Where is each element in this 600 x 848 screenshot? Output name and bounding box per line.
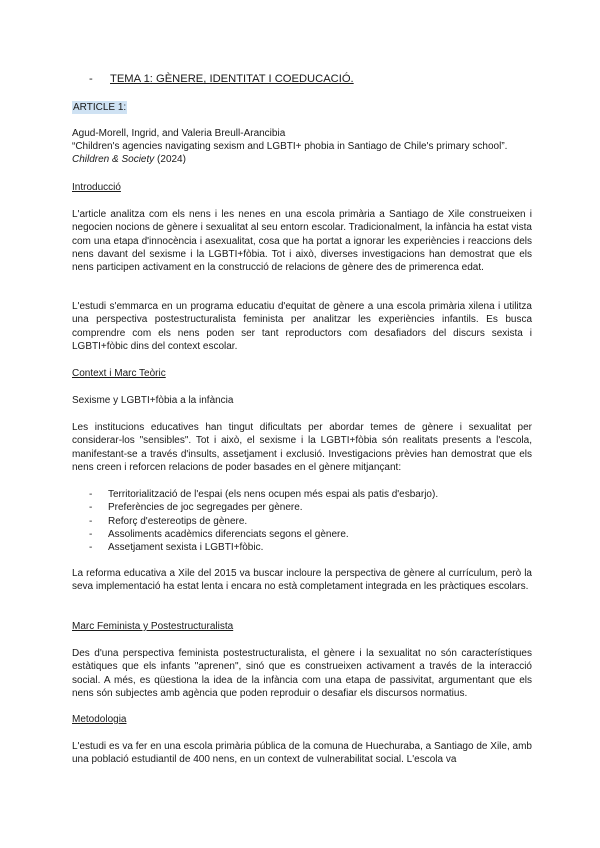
section-heading-context: Context i Marc Teòric bbox=[72, 368, 166, 379]
section-heading-metodologia: Metodologia bbox=[72, 714, 127, 725]
paragraph-intro-1: L'article analitza com els nens i les nenes en una escola primària a Santiago de Xile construeixen i negocien nocions de gènere i sexualitat al seu entorn escolar. Tradicionalment, la infància ha estat vista com una etapa d'innocència i asexualitat, cosa que ha portat a ignorar les experiències i reaccions dels nens davant del sexisme i la LGBTI+fòbia. Tot i això, diverses investigacions han demostrat que els nens participen activament en la construcció de relacions de gènere des de primerenca edat. bbox=[72, 209, 532, 274]
list-item bbox=[89, 541, 438, 554]
paragraph-reforma: La reforma educativa a Xile del 2015 va buscar incloure la perspectiva de gènere al currículum, però la seva implementació ha estat lenta i encara no està completament integrada en les pràctiques escolars. bbox=[72, 568, 532, 593]
paragraph-metodologia: L'estudi es va fer en una escola primària pública de la comuna de Huechuraba, a Santiago de Xile, amb una població estudiantil de 400 nens, en un context de vulnerabilitat social. L'escola va bbox=[72, 741, 532, 766]
section-heading-introduccio: Introducció bbox=[72, 182, 121, 193]
bullet-list bbox=[89, 488, 438, 554]
list-item-text: Territorialització de l'espai (els nens ocupen més espai als patis d'esbarjo). bbox=[108, 489, 439, 500]
list-item-text: Assoliments acadèmics diferenciats segons el gènere. bbox=[108, 528, 349, 540]
list-item-text: Preferències de joc segregades per gènere. bbox=[108, 502, 303, 514]
list-bullet: - bbox=[89, 515, 93, 527]
article-label: ARTICLE 1: bbox=[73, 102, 127, 113]
subheading-sexisme: Sexisme y LGBTI+fòbia a la infància bbox=[72, 395, 234, 406]
paragraph-intro-2: L'estudi s'emmarca en un programa educatiu d'equitat de gènere a una escola primària xilena i utilitza una perspectiva postestructuralista feminista per analitzar les experiències infantils. Es busca comprendre com els nens poden ser tant reproductors com desafiadors del discurs sexista i LGBTI+fòbic dins del context escolar. bbox=[72, 301, 532, 352]
section-heading-marc-feminista: Marc Feminista y Postestructuralista bbox=[72, 621, 234, 632]
list-bullet: - bbox=[89, 502, 93, 514]
citation-title-text: “Children's agencies navigating sexism and LGBTI+ phobia in Santiago de Chile's primary school”. bbox=[72, 141, 508, 152]
list-item bbox=[89, 515, 438, 528]
list-item bbox=[89, 528, 438, 541]
paragraph-marc-feminista: Des d'una perspectiva feminista postestructuralista, el gènere i la sexualitat no són característiques estàtiques que els infants "aprenen", sinó que es construeixen activament a través de la interacció social. A més, es qüestiona la idea de la infància com una etapa de passivitat, argumentant que els nens són subjectes amb agència que poden reproduir o desafiar els discursos normatius. bbox=[72, 648, 532, 699]
citation-journal: Children & Society bbox=[72, 154, 155, 166]
list-item-text: Assetjament sexista i LGBTI+fòbic. bbox=[108, 542, 264, 554]
citation-title bbox=[72, 140, 542, 167]
topic-title: TEMA 1: GÈNERE, IDENTITAT I COEDUCACIÓ. bbox=[110, 73, 354, 85]
list-bullet: - bbox=[89, 528, 93, 540]
list-item-text: Reforç d'estereotips de gènere. bbox=[108, 515, 248, 527]
paragraph-sexisme: Les institucions educatives han tingut dificultats per abordar temes de gènere i sexualitat per considerar-los "sensibles". Tot i això, el sexisme i la LGBTI+fòbia són realitats presents a l'escola, manifestant-se a través d'insults, assetjament i exclusió. Investigacions prèvies han demostrat que els nens creen i reforcen relacions de poder basades en el gènere mitjançant: bbox=[72, 422, 532, 473]
list-bullet: - bbox=[89, 489, 93, 500]
list-item bbox=[89, 501, 438, 514]
topic-bullet: - bbox=[89, 73, 93, 85]
citation-authors: Agud-Morell, Ingrid, and Valeria Breull-Arancibia bbox=[72, 128, 286, 139]
list-item bbox=[89, 488, 438, 501]
citation-year: (2024) bbox=[157, 154, 186, 166]
list-bullet: - bbox=[89, 542, 93, 554]
